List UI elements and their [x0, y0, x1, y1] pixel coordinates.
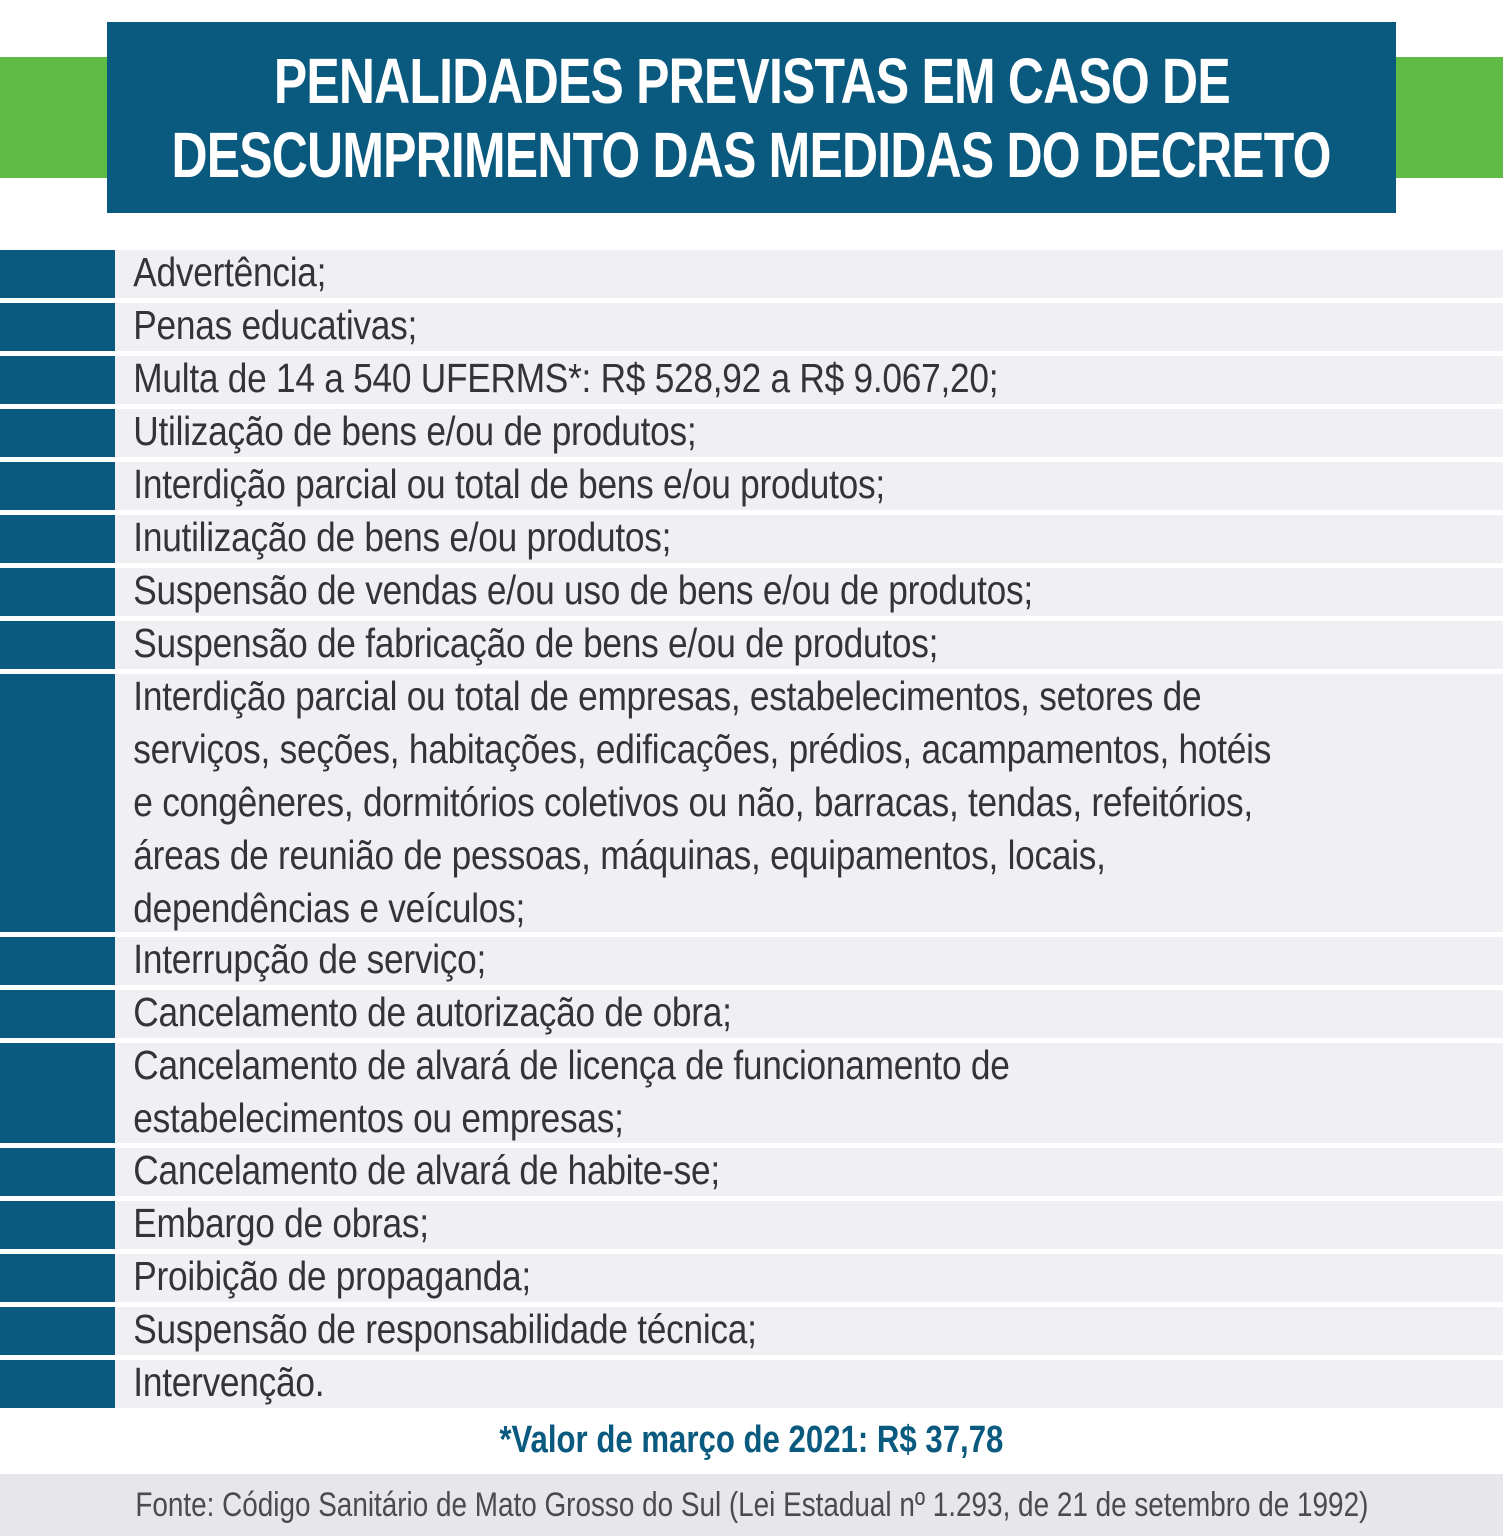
- penalty-list: [0, 250, 1503, 1413]
- list-item-text: Cancelamento de alvará de habite-se;: [133, 1147, 720, 1193]
- list-item-text: Utilização de bens e/ou de produtos;: [133, 408, 697, 454]
- list-item: [0, 568, 1503, 616]
- list-item-text: Intervenção.: [133, 1359, 325, 1405]
- list-item-text: Embargo de obras;: [133, 1200, 429, 1246]
- list-item-text: Suspensão de responsabilidade técnica;: [133, 1306, 757, 1352]
- list-item: [0, 1201, 1503, 1249]
- list-item: [0, 1148, 1503, 1196]
- list-item: [0, 409, 1503, 457]
- list-item-text: Inutilização de bens e/ou produtos;: [133, 514, 672, 560]
- list-item-text: Interrupção de serviço;: [133, 936, 487, 982]
- list-item: [0, 250, 1503, 298]
- list-item: [0, 515, 1503, 563]
- list-item-text: Cancelamento de alvará de licença de funcionamento de estabelecimentos ou empresas;: [133, 1042, 1010, 1141]
- list-item-text: Advertência;: [133, 249, 327, 295]
- list-item: [0, 621, 1503, 669]
- list-item-text: Suspensão de fabricação de bens e/ou de produtos;: [133, 620, 939, 666]
- list-item-text: Suspensão de vendas e/ou uso de bens e/ou de produtos;: [133, 567, 1033, 613]
- list-item: [0, 356, 1503, 404]
- list-item: [0, 937, 1503, 985]
- list-item-text: Interdição parcial ou total de bens e/ou produtos;: [133, 461, 885, 507]
- footnote: [0, 1418, 1503, 1462]
- list-item-text: Cancelamento de autorização de obra;: [133, 989, 732, 1035]
- list-item: [0, 1043, 1503, 1143]
- list-item: [0, 990, 1503, 1038]
- source-text: Fonte: Código Sanitário de Mato Grosso do Sul (Lei Estadual nº 1.293, de 21 de setembro de 1992): [135, 1486, 1369, 1524]
- list-item: [0, 1254, 1503, 1302]
- list-item-text: Proibição de propaganda;: [133, 1253, 531, 1299]
- list-item-text: Penas educativas;: [133, 302, 418, 348]
- list-item: [0, 462, 1503, 510]
- list-item: [0, 303, 1503, 351]
- list-item: [0, 1360, 1503, 1408]
- list-item-text: Multa de 14 a 540 UFERMS*: R$ 528,92 a R$ 9.067,20;: [133, 355, 999, 401]
- footnote-text: *Valor de março de 2021: R$ 37,78: [499, 1419, 1004, 1461]
- list-item: [0, 674, 1503, 932]
- source-bar: [0, 1474, 1503, 1536]
- list-item: [0, 1307, 1503, 1355]
- title-banner: [107, 22, 1396, 213]
- title-line-2: DESCUMPRIMENTO DAS MEDIDAS DO DECRETO: [171, 118, 1332, 191]
- title-line-1: PENALIDADES PREVISTAS EM CASO DE: [273, 44, 1230, 117]
- list-item-text: Interdição parcial ou total de empresas, estabelecimentos, setores de serviços, seções, habitações, edificações, prédios, acampamentos, hotéis e congêneres, dormitórios coletivos ou não, barracas, tendas, refeitórios, áreas de reunião de pessoas, máquinas, equipamentos, locais, dependências e veículos;: [133, 673, 1272, 931]
